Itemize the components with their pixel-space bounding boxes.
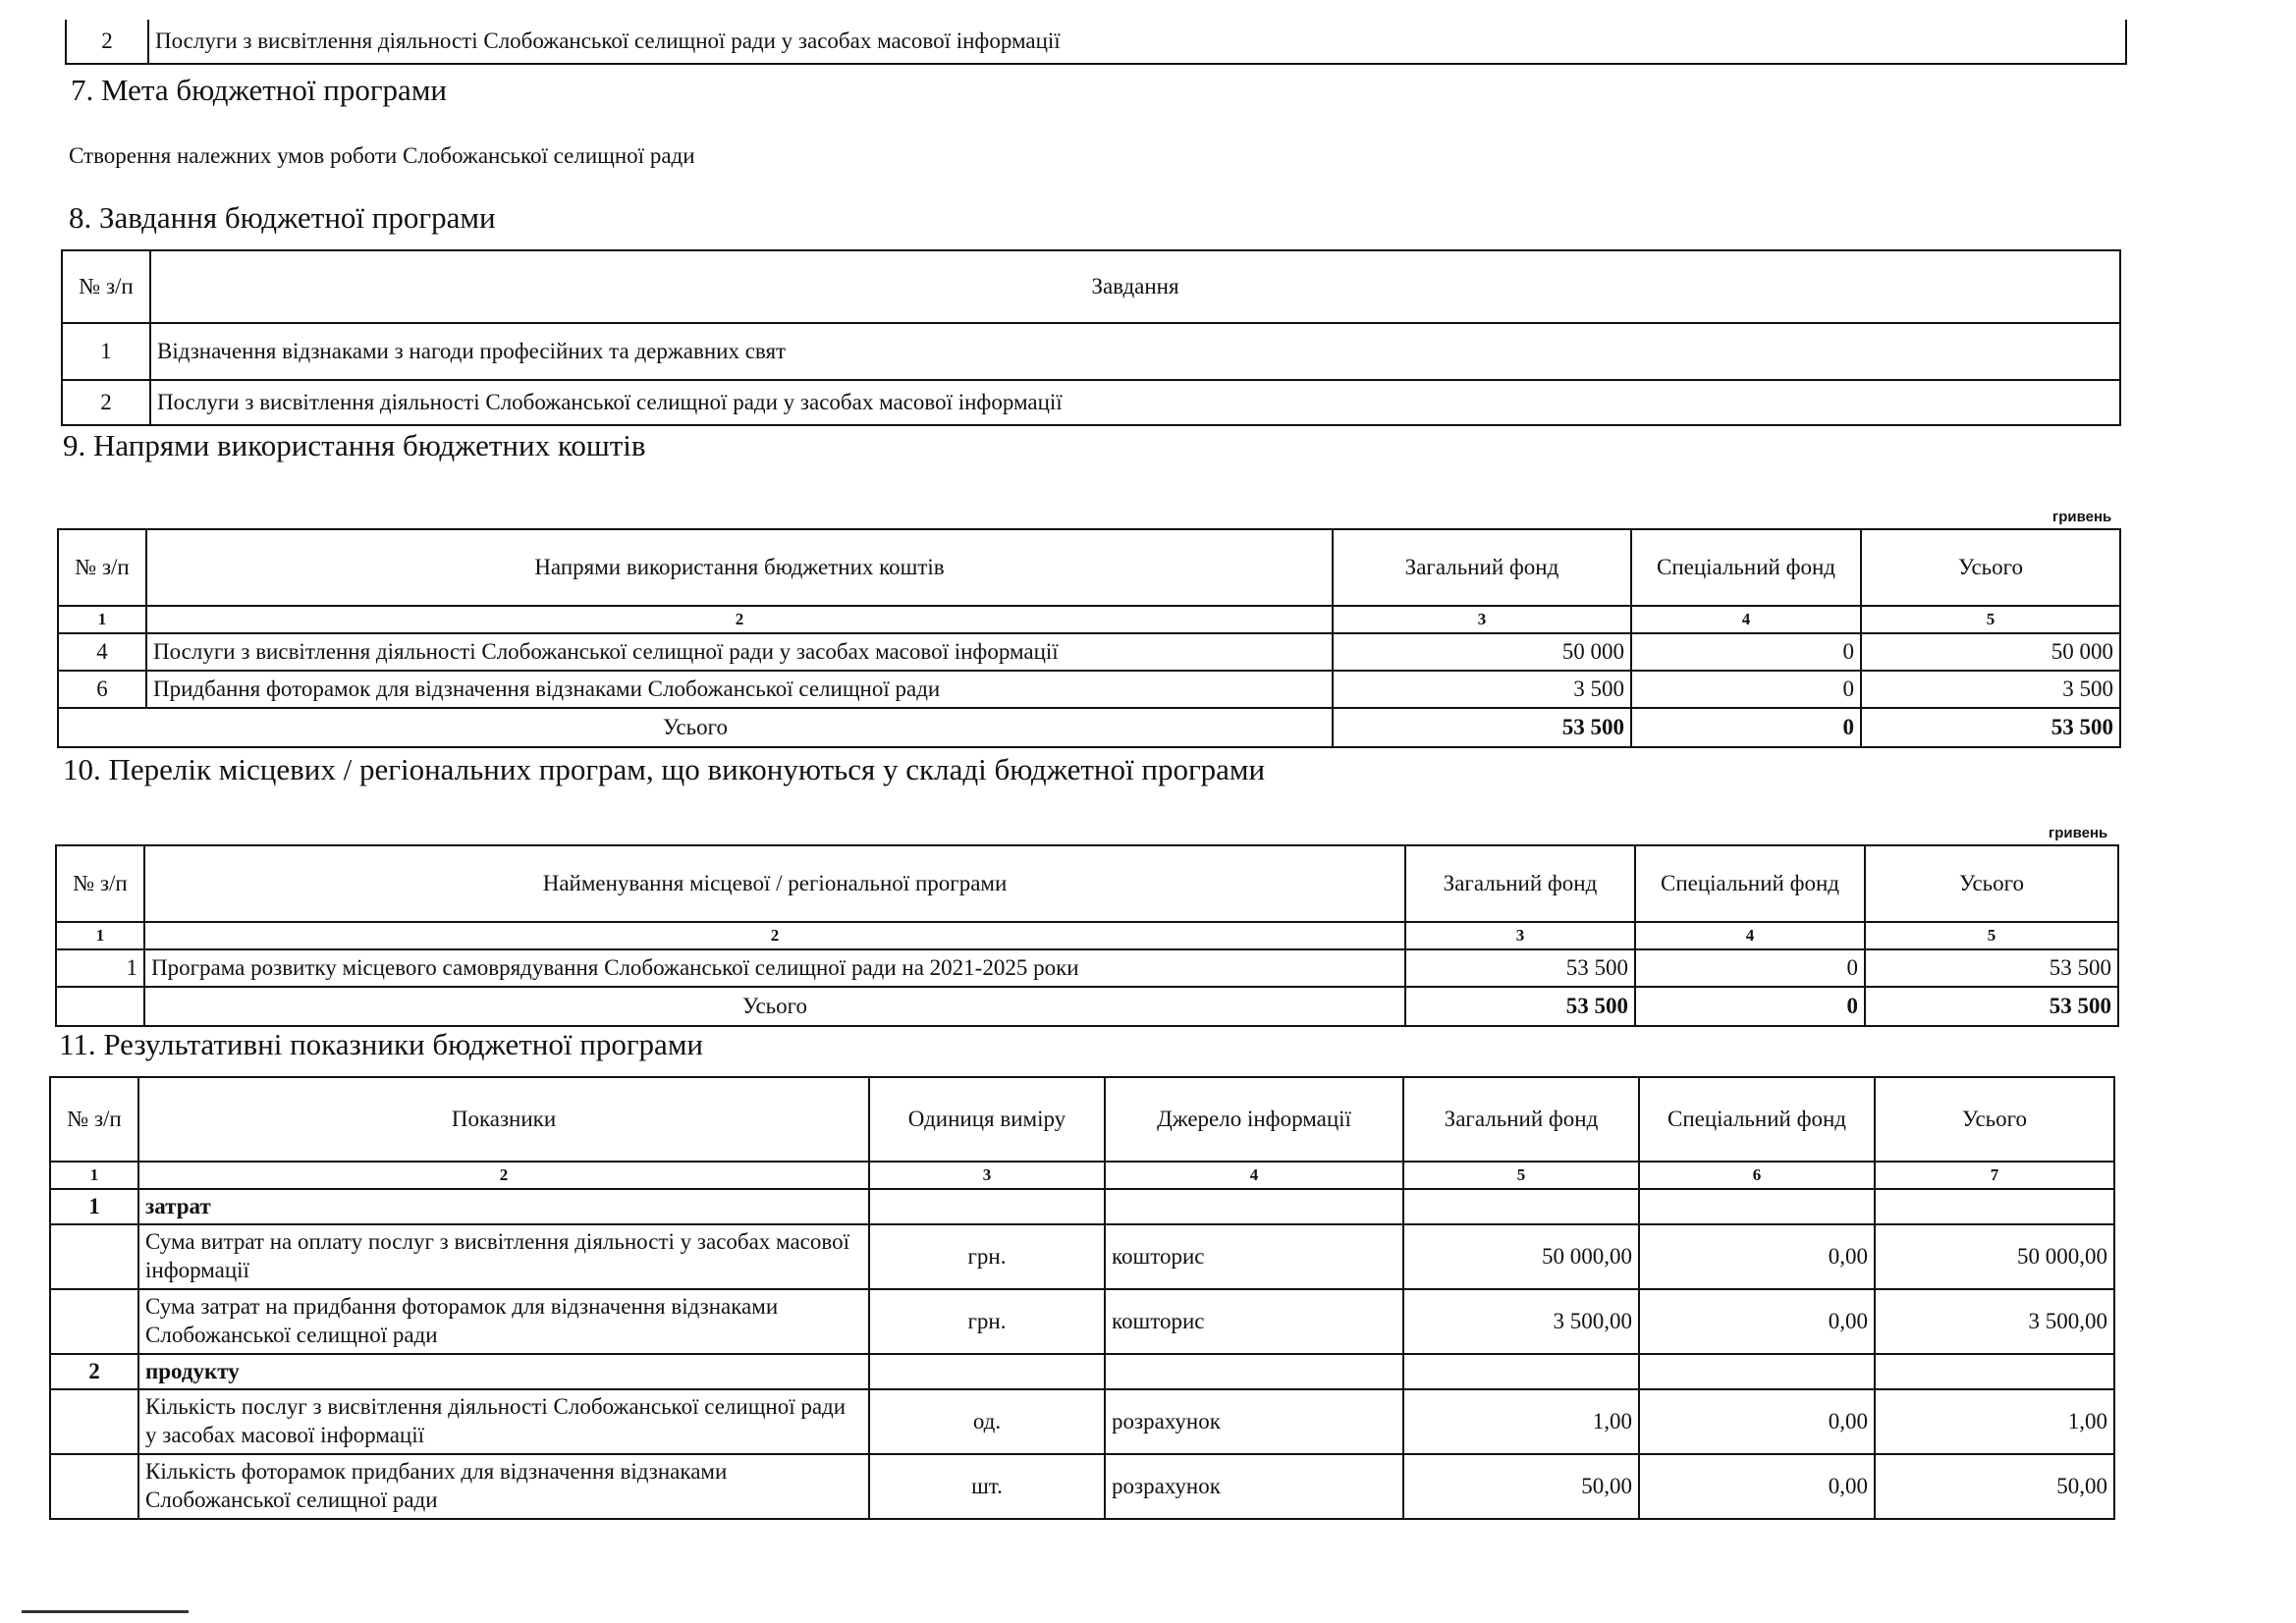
total-general-fund: 53 500 bbox=[1405, 987, 1635, 1026]
empty-cell bbox=[1403, 1354, 1639, 1389]
column-number: 2 bbox=[144, 922, 1405, 949]
general-fund-value: 50 000,00 bbox=[1403, 1224, 1639, 1289]
row-number: 2 bbox=[62, 380, 150, 425]
empty-cell bbox=[1875, 1189, 2114, 1224]
header-special-fund: Спеціальний фонд bbox=[1631, 529, 1861, 606]
indicator-unit: од. bbox=[869, 1389, 1105, 1454]
indicator-unit: грн. bbox=[869, 1224, 1105, 1289]
header-special-fund: Спеціальний фонд bbox=[1635, 845, 1865, 922]
header-no: № з/п bbox=[56, 845, 144, 922]
header-task: Завдання bbox=[150, 250, 2120, 323]
funds-usage-table bbox=[57, 528, 2121, 748]
column-number: 4 bbox=[1631, 606, 1861, 633]
group-header-row bbox=[50, 1189, 2114, 1224]
indicator-text: Кількість фоторамок придбаних для відзначення відзнаками Слобожанської селищної ради bbox=[138, 1454, 869, 1519]
column-numbers-row bbox=[56, 922, 2118, 949]
row-text: Програма розвитку місцевого самоврядування Слобожанської селищної ради на 2021-2025 роки bbox=[144, 949, 1405, 987]
table-row bbox=[62, 380, 2120, 425]
total-label: Усього bbox=[144, 987, 1405, 1026]
header-total: Усього bbox=[1865, 845, 2118, 922]
total-empty-cell bbox=[56, 987, 144, 1026]
table-row bbox=[58, 671, 2120, 708]
group-name: продукту bbox=[138, 1354, 869, 1389]
column-numbers-row bbox=[50, 1162, 2114, 1189]
header-no: № з/п bbox=[58, 529, 146, 606]
column-number: 5 bbox=[1403, 1162, 1639, 1189]
column-number: 3 bbox=[869, 1162, 1105, 1189]
indicator-text: Сума затрат на придбання фоторамок для відзначення відзнаками Слобожанської селищної ради bbox=[138, 1289, 869, 1354]
total-value: 50,00 bbox=[1875, 1454, 2114, 1519]
column-number: 3 bbox=[1333, 606, 1631, 633]
column-number: 2 bbox=[146, 606, 1333, 633]
header-general-fund: Загальний фонд bbox=[1333, 529, 1631, 606]
header-total: Усього bbox=[1861, 529, 2120, 606]
empty-cell bbox=[1403, 1189, 1639, 1224]
column-number: 1 bbox=[50, 1162, 138, 1189]
empty-cell bbox=[1105, 1354, 1403, 1389]
general-fund-value: 3 500,00 bbox=[1403, 1289, 1639, 1354]
total-value: 53 500 bbox=[1865, 949, 2118, 987]
table-total-row bbox=[58, 708, 2120, 747]
empty-cell bbox=[869, 1354, 1105, 1389]
total-total: 53 500 bbox=[1865, 987, 2118, 1026]
table-header-row bbox=[62, 250, 2120, 323]
general-fund-value: 50,00 bbox=[1403, 1454, 1639, 1519]
empty-cell bbox=[50, 1454, 138, 1519]
special-fund-value: 0 bbox=[1631, 633, 1861, 671]
special-fund-value: 0 bbox=[1635, 949, 1865, 987]
general-fund-value: 3 500 bbox=[1333, 671, 1631, 708]
special-fund-value: 0,00 bbox=[1639, 1224, 1875, 1289]
header-program-name: Найменування місцевої / регіональної програми bbox=[144, 845, 1405, 922]
table-row bbox=[50, 1224, 2114, 1289]
total-special-fund: 0 bbox=[1635, 987, 1865, 1026]
empty-cell bbox=[50, 1224, 138, 1289]
indicator-text: Сума витрат на оплату послуг з висвітлення діяльності у засобах масової інформації bbox=[138, 1224, 869, 1289]
header-general-fund: Загальний фонд bbox=[1405, 845, 1635, 922]
group-header-row bbox=[50, 1354, 2114, 1389]
section-11-title: 11. Результативні показники бюджетної програми bbox=[59, 1027, 704, 1061]
indicator-unit: шт. bbox=[869, 1454, 1105, 1519]
empty-cell bbox=[1875, 1354, 2114, 1389]
section-9-unit: гривень bbox=[2052, 509, 2112, 525]
table-row bbox=[56, 949, 2118, 987]
table-header-row bbox=[58, 529, 2120, 606]
header-indicators: Показники bbox=[138, 1077, 869, 1162]
indicator-source: кошторис bbox=[1105, 1289, 1403, 1354]
header-direction: Напрями використання бюджетних коштів bbox=[146, 529, 1333, 606]
total-value: 1,00 bbox=[1875, 1389, 2114, 1454]
row-number: 1 bbox=[62, 323, 150, 380]
total-value: 50 000 bbox=[1861, 633, 2120, 671]
header-total: Усього bbox=[1875, 1077, 2114, 1162]
empty-cell bbox=[869, 1189, 1105, 1224]
header-no: № з/п bbox=[50, 1077, 138, 1162]
general-fund-value: 1,00 bbox=[1403, 1389, 1639, 1454]
table-row bbox=[58, 633, 2120, 671]
row-text: Послуги з висвітлення діяльності Слобожанської селищної ради у засобах масової інформації bbox=[146, 633, 1333, 671]
section-9-title: 9. Напрями використання бюджетних коштів bbox=[63, 428, 646, 462]
column-number: 2 bbox=[138, 1162, 869, 1189]
group-number: 1 bbox=[50, 1189, 138, 1224]
section-7-title: 7. Мета бюджетної програми bbox=[71, 73, 448, 107]
section-10-title: 10. Перелік місцевих / регіональних програм, що виконуються у складі бюджетної програми bbox=[63, 752, 1266, 786]
column-number: 1 bbox=[56, 922, 144, 949]
row-text: Послуги з висвітлення діяльності Слобожанської селищної ради у засобах масової інформації bbox=[148, 20, 2126, 64]
total-value: 3 500,00 bbox=[1875, 1289, 2114, 1354]
column-number: 5 bbox=[1865, 922, 2118, 949]
table-header-row bbox=[50, 1077, 2114, 1162]
indicator-unit: грн. bbox=[869, 1289, 1105, 1354]
empty-cell bbox=[50, 1389, 138, 1454]
performance-indicators-table bbox=[49, 1076, 2115, 1520]
empty-cell bbox=[1639, 1354, 1875, 1389]
table-header-row bbox=[56, 845, 2118, 922]
indicator-source: кошторис bbox=[1105, 1224, 1403, 1289]
total-value: 3 500 bbox=[1861, 671, 2120, 708]
section-8-title: 8. Завдання бюджетної програми bbox=[69, 200, 496, 235]
general-fund-value: 50 000 bbox=[1333, 633, 1631, 671]
tasks-table bbox=[61, 249, 2121, 426]
general-fund-value: 53 500 bbox=[1405, 949, 1635, 987]
section-7-text: Створення належних умов роботи Слобожанської селищної ради bbox=[69, 143, 695, 168]
row-number: 4 bbox=[58, 633, 146, 671]
column-number: 4 bbox=[1635, 922, 1865, 949]
column-number: 5 bbox=[1861, 606, 2120, 633]
total-special-fund: 0 bbox=[1631, 708, 1861, 747]
column-numbers-row bbox=[58, 606, 2120, 633]
row-number: 1 bbox=[56, 949, 144, 987]
row-text: Відзначення відзнаками з нагоди професійних та державних свят bbox=[150, 323, 2120, 380]
local-programs-table bbox=[55, 844, 2119, 1027]
table-row bbox=[50, 1454, 2114, 1519]
table-row bbox=[50, 1389, 2114, 1454]
indicator-source: розрахунок bbox=[1105, 1454, 1403, 1519]
header-no: № з/п bbox=[62, 250, 150, 323]
header-unit: Одиниця виміру bbox=[869, 1077, 1105, 1162]
table-row bbox=[62, 323, 2120, 380]
section-10-unit: гривень bbox=[2049, 825, 2108, 841]
column-number: 4 bbox=[1105, 1162, 1403, 1189]
group-name: затрат bbox=[138, 1189, 869, 1224]
empty-cell bbox=[1639, 1189, 1875, 1224]
special-fund-value: 0,00 bbox=[1639, 1289, 1875, 1354]
table-row bbox=[50, 1289, 2114, 1354]
column-number: 1 bbox=[58, 606, 146, 633]
total-general-fund: 53 500 bbox=[1333, 708, 1631, 747]
table-total-row bbox=[56, 987, 2118, 1026]
total-value: 50 000,00 bbox=[1875, 1224, 2114, 1289]
top-continuation-table bbox=[65, 20, 2127, 65]
table-row bbox=[66, 20, 2126, 64]
special-fund-value: 0,00 bbox=[1639, 1389, 1875, 1454]
group-number: 2 bbox=[50, 1354, 138, 1389]
column-number: 3 bbox=[1405, 922, 1635, 949]
empty-cell bbox=[1105, 1189, 1403, 1224]
special-fund-value: 0 bbox=[1631, 671, 1861, 708]
scan-mark-line bbox=[22, 1610, 189, 1613]
row-number: 2 bbox=[66, 20, 148, 64]
row-number: 6 bbox=[58, 671, 146, 708]
total-total: 53 500 bbox=[1861, 708, 2120, 747]
row-text: Послуги з висвітлення діяльності Слобожанської селищної ради у засобах масової інформації bbox=[150, 380, 2120, 425]
column-number: 6 bbox=[1639, 1162, 1875, 1189]
column-number: 7 bbox=[1875, 1162, 2114, 1189]
indicator-source: розрахунок bbox=[1105, 1389, 1403, 1454]
total-label: Усього bbox=[58, 708, 1333, 747]
empty-cell bbox=[50, 1289, 138, 1354]
row-text: Придбання фоторамок для відзначення відзнаками Слобожанської селищної ради bbox=[146, 671, 1333, 708]
special-fund-value: 0,00 bbox=[1639, 1454, 1875, 1519]
indicator-text: Кількість послуг з висвітлення діяльності Слобожанської селищної ради у засобах масової інформації bbox=[138, 1389, 869, 1454]
header-general-fund: Загальний фонд bbox=[1403, 1077, 1639, 1162]
header-source: Джерело інформації bbox=[1105, 1077, 1403, 1162]
header-special-fund: Спеціальний фонд bbox=[1639, 1077, 1875, 1162]
